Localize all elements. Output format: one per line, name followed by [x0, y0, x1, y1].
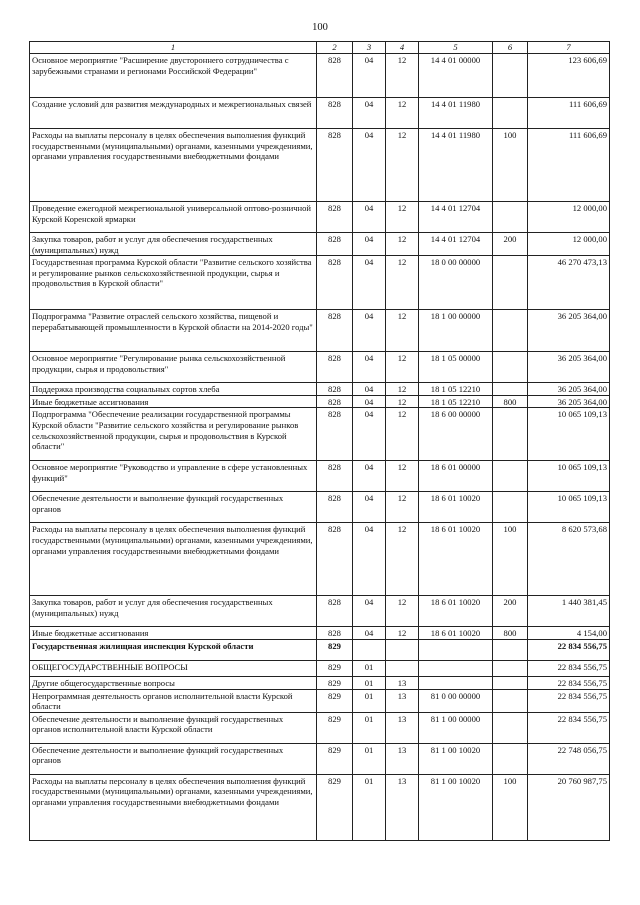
cell-rz: 04 — [353, 492, 386, 523]
cell-vr — [493, 712, 528, 743]
cell-pr: 12 — [386, 523, 419, 596]
table-row — [30, 310, 610, 352]
table-row — [30, 712, 610, 743]
cell-vr — [493, 256, 528, 310]
cell-sum: 111 606,69 — [528, 129, 610, 202]
cell-rz: 04 — [353, 54, 386, 98]
cell-vr: 200 — [493, 596, 528, 627]
cell-rz: 01 — [353, 689, 386, 712]
cell-csr: 18 6 00 00000 — [419, 408, 493, 461]
table-row — [30, 233, 610, 256]
cell-ved: 828 — [317, 492, 353, 523]
cell-vr — [493, 408, 528, 461]
column-header: 6 — [493, 42, 528, 54]
cell-pr: 12 — [386, 310, 419, 352]
cell-sum: 123 606,69 — [528, 54, 610, 98]
cell-name: Подпрограмма "Обеспечение реализации государственной программы Курской области "Развитие сельского хозяйства и регулирование рынков сельскохозяйственной продукции, сырья и продовольствия в Курской области" — [30, 408, 317, 461]
table-row — [30, 492, 610, 523]
cell-vr — [493, 639, 528, 660]
cell-rz: 04 — [353, 395, 386, 408]
cell-sum: 36 205 364,00 — [528, 395, 610, 408]
cell-ved: 828 — [317, 233, 353, 256]
cell-csr: 81 1 00 10020 — [419, 743, 493, 774]
cell-ved: 828 — [317, 352, 353, 383]
cell-ved: 829 — [317, 639, 353, 660]
cell-name: Проведение ежегодной межрегиональной универсальной оптово-розничной Курской Коренской ярмарки — [30, 202, 317, 233]
table-row — [30, 129, 610, 202]
cell-vr — [493, 310, 528, 352]
cell-csr: 14 4 01 12704 — [419, 233, 493, 256]
cell-rz: 04 — [353, 408, 386, 461]
table-row — [30, 98, 610, 129]
cell-vr: 100 — [493, 523, 528, 596]
cell-sum: 4 154,00 — [528, 627, 610, 640]
cell-name: ОБЩЕГОСУДАРСТВЕННЫЕ ВОПРОСЫ — [30, 660, 317, 676]
cell-ved: 828 — [317, 54, 353, 98]
cell-rz: 04 — [353, 98, 386, 129]
page-number: 100 — [312, 22, 328, 33]
table-row — [30, 627, 610, 640]
cell-csr: 18 0 00 00000 — [419, 256, 493, 310]
cell-ved: 828 — [317, 627, 353, 640]
cell-ved: 828 — [317, 395, 353, 408]
cell-name: Иные бюджетные ассигнования — [30, 627, 317, 640]
cell-rz: 04 — [353, 383, 386, 396]
cell-name: Поддержка производства социальных сортов хлеба — [30, 383, 317, 396]
table-row — [30, 523, 610, 596]
cell-pr: 13 — [386, 676, 419, 689]
cell-ved: 829 — [317, 774, 353, 840]
cell-rz: 04 — [353, 202, 386, 233]
cell-name: Обеспечение деятельности и выполнение функций государственных органов исполнительной власти Курской области — [30, 712, 317, 743]
table-row — [30, 639, 610, 660]
cell-name: Непрограммная деятельность органов исполнительной власти Курской области — [30, 689, 317, 712]
cell-csr: 81 1 00 10020 — [419, 774, 493, 840]
cell-ved: 829 — [317, 660, 353, 676]
cell-csr: 18 1 05 00000 — [419, 352, 493, 383]
cell-vr: 800 — [493, 395, 528, 408]
table-row — [30, 676, 610, 689]
cell-ved: 828 — [317, 310, 353, 352]
cell-vr: 100 — [493, 129, 528, 202]
table-row — [30, 596, 610, 627]
cell-rz: 01 — [353, 660, 386, 676]
cell-ved: 828 — [317, 129, 353, 202]
cell-sum: 22 834 556,75 — [528, 676, 610, 689]
cell-sum: 8 620 573,68 — [528, 523, 610, 596]
cell-vr — [493, 98, 528, 129]
cell-rz: 04 — [353, 596, 386, 627]
cell-rz: 01 — [353, 712, 386, 743]
cell-sum: 10 065 109,13 — [528, 461, 610, 492]
cell-sum: 22 748 056,75 — [528, 743, 610, 774]
cell-pr: 12 — [386, 202, 419, 233]
cell-name: Обеспечение деятельности и выполнение функций государственных органов — [30, 743, 317, 774]
cell-csr: 81 1 00 00000 — [419, 712, 493, 743]
cell-ved: 828 — [317, 98, 353, 129]
cell-vr: 200 — [493, 233, 528, 256]
cell-name: Иные бюджетные ассигнования — [30, 395, 317, 408]
cell-sum: 36 205 364,00 — [528, 352, 610, 383]
cell-csr: 18 1 05 12210 — [419, 383, 493, 396]
cell-csr — [419, 676, 493, 689]
cell-pr: 12 — [386, 98, 419, 129]
cell-name: Создание условий для развития международных и межрегиональных связей — [30, 98, 317, 129]
cell-vr — [493, 743, 528, 774]
cell-pr: 13 — [386, 712, 419, 743]
cell-pr: 12 — [386, 233, 419, 256]
cell-csr: 14 4 01 00000 — [419, 54, 493, 98]
cell-csr: 18 1 00 00000 — [419, 310, 493, 352]
cell-sum: 111 606,69 — [528, 98, 610, 129]
cell-pr: 12 — [386, 627, 419, 640]
table-row — [30, 395, 610, 408]
cell-name: Обеспечение деятельности и выполнение функций государственных органов — [30, 492, 317, 523]
column-header: 7 — [528, 42, 610, 54]
column-header: 5 — [419, 42, 493, 54]
cell-pr — [386, 660, 419, 676]
cell-pr: 12 — [386, 408, 419, 461]
cell-sum: 1 440 381,45 — [528, 596, 610, 627]
cell-csr — [419, 660, 493, 676]
cell-rz: 04 — [353, 352, 386, 383]
cell-rz — [353, 639, 386, 660]
cell-name: Подпрограмма "Развитие отраслей сельского хозяйства, пищевой и перерабатывающей промышленности в Курской области на 2014-2020 годы" — [30, 310, 317, 352]
cell-ved: 829 — [317, 743, 353, 774]
cell-vr: 800 — [493, 627, 528, 640]
cell-rz: 04 — [353, 233, 386, 256]
cell-rz: 04 — [353, 129, 386, 202]
cell-pr: 12 — [386, 54, 419, 98]
cell-name: Основное мероприятие "Регулирование рынка сельскохозяйственной продукции, сырья и продовольствия" — [30, 352, 317, 383]
cell-sum: 36 205 364,00 — [528, 383, 610, 396]
cell-name: Расходы на выплаты персоналу в целях обеспечения выполнения функций государственными (муниципальными) органами, казенными учреждениями, органами управления государственными внебюджетными фондами — [30, 129, 317, 202]
cell-csr: 18 6 01 00000 — [419, 461, 493, 492]
cell-ved: 828 — [317, 383, 353, 396]
cell-sum: 22 834 556,75 — [528, 689, 610, 712]
cell-ved: 829 — [317, 689, 353, 712]
cell-name: Расходы на выплаты персоналу в целях обеспечения выполнения функций государственными (муниципальными) органами, казенными учреждениями, органами управления государственными внебюджетными фондами — [30, 523, 317, 596]
cell-pr: 12 — [386, 352, 419, 383]
cell-vr — [493, 461, 528, 492]
cell-pr: 13 — [386, 743, 419, 774]
table-row — [30, 743, 610, 774]
cell-sum: 46 270 473,13 — [528, 256, 610, 310]
column-header: 1 — [30, 42, 317, 54]
table-row — [30, 689, 610, 712]
cell-pr: 12 — [386, 383, 419, 396]
column-header: 2 — [317, 42, 353, 54]
cell-csr: 81 0 00 00000 — [419, 689, 493, 712]
cell-csr: 18 6 01 10020 — [419, 523, 493, 596]
cell-vr: 100 — [493, 774, 528, 840]
cell-name: Основное мероприятие "Руководство и управление в сфере установленных функций" — [30, 461, 317, 492]
cell-pr — [386, 639, 419, 660]
cell-sum: 36 205 364,00 — [528, 310, 610, 352]
cell-vr — [493, 676, 528, 689]
table-row — [30, 383, 610, 396]
cell-name: Основное мероприятие "Расширение двустороннего сотрудничества с зарубежными странами и регионами Российской Федерации" — [30, 54, 317, 98]
cell-pr: 12 — [386, 596, 419, 627]
column-number-row — [30, 42, 610, 54]
cell-csr: 18 6 01 10020 — [419, 627, 493, 640]
cell-sum: 10 065 109,13 — [528, 492, 610, 523]
table-row — [30, 774, 610, 840]
cell-rz: 04 — [353, 627, 386, 640]
cell-pr: 12 — [386, 256, 419, 310]
table-body — [30, 54, 610, 841]
cell-name: Государственная программа Курской области "Развитие сельского хозяйства и регулирование рынков сельскохозяйственной продукции, сырья и продовольствия в Курской области" — [30, 256, 317, 310]
table-row — [30, 54, 610, 98]
cell-rz: 04 — [353, 461, 386, 492]
cell-rz: 04 — [353, 256, 386, 310]
cell-vr — [493, 492, 528, 523]
cell-sum: 20 760 987,75 — [528, 774, 610, 840]
cell-ved: 828 — [317, 202, 353, 233]
cell-name: Государственная жилищная инспекция Курской области — [30, 639, 317, 660]
cell-sum: 22 834 556,75 — [528, 712, 610, 743]
cell-vr — [493, 352, 528, 383]
cell-pr: 12 — [386, 395, 419, 408]
cell-pr: 12 — [386, 129, 419, 202]
cell-sum: 22 834 556,75 — [528, 639, 610, 660]
cell-csr — [419, 639, 493, 660]
cell-name: Расходы на выплаты персоналу в целях обеспечения выполнения функций государственными (муниципальными) органами, казенными учреждениями, органами управления государственными внебюджетными фондами — [30, 774, 317, 840]
cell-vr — [493, 202, 528, 233]
cell-csr: 14 4 01 11980 — [419, 98, 493, 129]
column-header: 4 — [386, 42, 419, 54]
cell-name: Другие общегосударственные вопросы — [30, 676, 317, 689]
cell-sum: 22 834 556,75 — [528, 660, 610, 676]
table-row — [30, 202, 610, 233]
cell-vr — [493, 383, 528, 396]
cell-pr: 12 — [386, 492, 419, 523]
cell-rz: 01 — [353, 676, 386, 689]
cell-ved: 828 — [317, 596, 353, 627]
cell-sum: 12 000,00 — [528, 233, 610, 256]
cell-ved: 828 — [317, 523, 353, 596]
table-row — [30, 352, 610, 383]
cell-ved: 828 — [317, 461, 353, 492]
cell-csr: 18 6 01 10020 — [419, 596, 493, 627]
cell-csr: 18 6 01 10020 — [419, 492, 493, 523]
cell-sum: 12 000,00 — [528, 202, 610, 233]
cell-name: Закупка товаров, работ и услуг для обеспечения государственных (муниципальных) нужд — [30, 233, 317, 256]
cell-ved: 828 — [317, 256, 353, 310]
cell-pr: 13 — [386, 689, 419, 712]
cell-rz: 01 — [353, 774, 386, 840]
cell-rz: 04 — [353, 523, 386, 596]
table-row — [30, 660, 610, 676]
cell-csr: 14 4 01 11980 — [419, 129, 493, 202]
cell-name: Закупка товаров, работ и услуг для обеспечения государственных (муниципальных) нужд — [30, 596, 317, 627]
budget-table — [29, 41, 610, 841]
cell-ved: 829 — [317, 676, 353, 689]
cell-vr — [493, 660, 528, 676]
cell-sum: 10 065 109,13 — [528, 408, 610, 461]
column-header: 3 — [353, 42, 386, 54]
cell-ved: 829 — [317, 712, 353, 743]
cell-pr: 13 — [386, 774, 419, 840]
cell-rz: 01 — [353, 743, 386, 774]
cell-ved: 828 — [317, 408, 353, 461]
cell-pr: 12 — [386, 461, 419, 492]
cell-vr — [493, 689, 528, 712]
table-row — [30, 408, 610, 461]
cell-csr: 18 1 05 12210 — [419, 395, 493, 408]
table-row — [30, 256, 610, 310]
cell-csr: 14 4 01 12704 — [419, 202, 493, 233]
cell-vr — [493, 54, 528, 98]
cell-rz: 04 — [353, 310, 386, 352]
table-row — [30, 461, 610, 492]
